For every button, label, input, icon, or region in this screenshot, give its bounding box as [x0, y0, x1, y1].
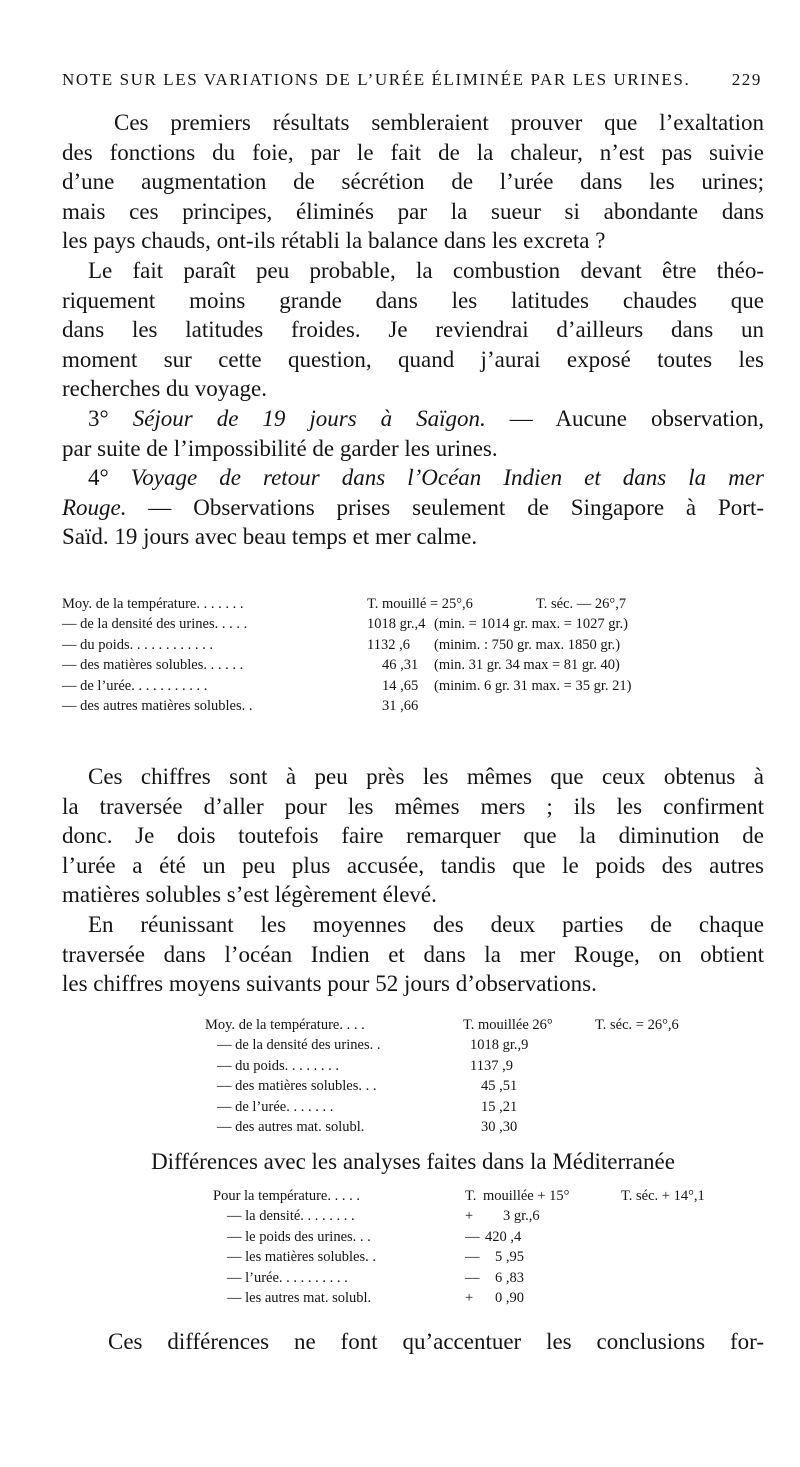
row-sign: + [465, 1289, 474, 1306]
section-number: 3° [88, 406, 109, 431]
row-value: 6 ,83 [495, 1269, 524, 1286]
row-value: 1018 gr.,9 [470, 1037, 529, 1054]
row-extra: (minim. : 750 gr. max. 1850 gr.) [434, 636, 621, 653]
row-extra: T. séc. — 26°,7 [536, 596, 627, 612]
section-title-continued: Rouge. [62, 494, 127, 520]
section-title: Voyage de retour dans l’Océan Indien et dans la mer [130, 465, 765, 490]
paragraph-7 [62, 1327, 764, 1357]
row-label: — des autres matières solubles. . [62, 697, 253, 714]
paragraph-4 [62, 463, 764, 552]
table-row [213, 1247, 773, 1267]
row-value: 15 ,21 [481, 1098, 518, 1115]
row-value: 14 ,65 [382, 677, 419, 694]
text-line: dans les latitudes froides. Je reviendrai d’ailleurs dans un [62, 317, 764, 343]
text-line: Ces différences ne font qu’accentuer les conclusions for- [108, 1329, 764, 1354]
row-value: mouillée + 15° [483, 1188, 570, 1204]
text-line: moment sur cette question, quand j’aurai exposé toutes les [62, 346, 764, 372]
page-number: 229 [731, 70, 762, 89]
table-row [213, 1186, 773, 1206]
text-line: Ces premiers résultats sembleraient prouver que l’exaltation [114, 110, 764, 135]
row-extra: (min. 31 gr. 34 max = 81 gr. 40) [434, 657, 620, 674]
row-value: 46 ,31 [382, 657, 419, 674]
row-extra: (min. = 1014 gr. max. = 1027 gr.) [434, 616, 628, 633]
row-label: — de la densité des urines. . [217, 1037, 381, 1054]
text-line: Saïd. 19 jours avec beau temps et mer calme. [62, 524, 478, 550]
row-label: — de la densité des urines. . . . . [62, 616, 248, 633]
row-label: — des autres mat. solubl. [217, 1118, 365, 1135]
table-row [62, 655, 764, 675]
text-line: les chiffres moyens suivants pour 52 jours d’observations. [62, 971, 597, 997]
row-value: 420 ,4 [485, 1228, 522, 1245]
table-row [213, 1206, 773, 1226]
row-label: — le poids des urines. . . [227, 1228, 371, 1245]
row-label: Pour la température. . . . . [213, 1188, 360, 1204]
text-line: d’une augmentation de sécrétion de l’urée dans les urines; [62, 169, 764, 195]
text-line: Le fait paraît peu probable, la combustion devant être théo- [88, 258, 764, 283]
header-title: NOTE SUR LES VARIATIONS DE L’URÉE ÉLIMINÉE PAR LES URINES. [62, 70, 691, 89]
row-value: T. mouillé = 25°,6 [367, 596, 473, 612]
paragraph-1 [62, 108, 764, 256]
text-line: les pays chauds, ont-ils rétabli la balance dans les excreta ? [62, 228, 606, 254]
paragraph-5 [62, 762, 764, 910]
table-row [213, 1268, 773, 1288]
row-value: T. mouillée 26° [463, 1017, 553, 1033]
row-value: 0 ,90 [495, 1289, 524, 1306]
row-sign: — [465, 1269, 480, 1286]
section-number: 4° [88, 465, 109, 490]
table-row [62, 696, 764, 716]
paragraph-2 [62, 256, 764, 404]
row-label: Moy. de la température. . . . . . . [62, 596, 244, 612]
row-sign: T. [465, 1188, 477, 1204]
table-voyage-averages [62, 594, 764, 716]
row-label: Moy. de la température. . . . [205, 1017, 365, 1033]
table-row [205, 1076, 765, 1096]
table-differences [213, 1186, 773, 1308]
row-value: 1018 gr.,4 [367, 616, 426, 633]
row-value: 1132 ,6 [367, 636, 410, 653]
row-sign: + [465, 1208, 474, 1225]
table-row [205, 1015, 765, 1035]
text-line: la traversée d’aller pour les mêmes mers ; ils les confirment [62, 793, 764, 819]
paragraph-3 [62, 404, 764, 463]
text-line [62, 463, 764, 493]
text-line: des fonctions du foie, par le fait de la chaleur, n’est pas suivie [62, 139, 764, 165]
row-extra: T. séc. + 14°,1 [621, 1188, 705, 1204]
row-value: 5 ,95 [495, 1249, 524, 1266]
table-row [205, 1097, 765, 1117]
table-row [62, 594, 764, 614]
text-fragment: — Observations prises seulement de Singapore à Port- [148, 494, 765, 520]
text-line: traversée dans l’océan Indien et dans la mer Rouge, on obtient [62, 941, 764, 967]
row-value: 3 gr.,6 [503, 1208, 540, 1225]
row-value: 1137 ,9 [470, 1057, 513, 1074]
text-line: l’urée a été un peu plus accusée, tandis que le poids des autres [62, 852, 764, 878]
text-line: En réunissant les moyennes des deux parties de chaque [88, 912, 764, 937]
row-extra: (minim. 6 gr. 31 max. = 35 gr. 21) [434, 677, 632, 694]
table-row [62, 635, 764, 655]
row-value: 31 ,66 [382, 697, 419, 714]
table-row [205, 1056, 765, 1076]
row-label: — du poids. . . . . . . . . . . . [62, 636, 214, 653]
row-label: — la densité. . . . . . . . [227, 1208, 355, 1225]
row-label: — les matières solubles. . [227, 1249, 377, 1266]
text-line [62, 493, 764, 523]
text-line: matières solubles s’est légèrement élevé. [62, 882, 437, 908]
text-line: mais ces principes, éliminés par la sueur si abondante dans [62, 198, 764, 224]
table-row [213, 1288, 773, 1308]
row-label: — des matières solubles. . . . . . [62, 657, 244, 674]
text-line [62, 404, 764, 434]
table-row [213, 1227, 773, 1247]
section-title: Séjour de 19 jours à Saïgon. [132, 406, 486, 431]
table-row [205, 1035, 765, 1055]
text-line: riquement moins grande dans les latitudes chaudes que [62, 287, 764, 313]
row-label: — des matières solubles. . . [217, 1078, 377, 1095]
row-label: — l’urée. . . . . . . . . . [227, 1269, 348, 1286]
row-label: — de l’urée. . . . . . . . . . . [62, 677, 208, 694]
running-header [62, 70, 762, 96]
table-combined-averages [205, 1015, 765, 1137]
table-row [62, 614, 764, 634]
row-label: — les autres mat. solubl. [227, 1289, 372, 1306]
text-fragment: — Aucune observation, [509, 406, 764, 431]
row-sign: — [465, 1249, 480, 1266]
text-line: par suite de l’impossibilité de garder les urines. [62, 435, 498, 461]
text-line: Ces chiffres sont à peu près les mêmes que ceux obtenus à [88, 764, 764, 789]
section-subheading: Différences avec les analyses faites dans la Méditerranée [151, 1149, 675, 1174]
row-label: — de l’urée. . . . . . . [217, 1098, 334, 1115]
table-row [205, 1117, 765, 1137]
row-sign: — [465, 1228, 480, 1245]
row-value: 30 ,30 [481, 1118, 518, 1135]
row-value: 45 ,51 [481, 1078, 518, 1095]
paragraph-6 [62, 910, 764, 999]
text-line: donc. Je dois toutefois faire remarquer que la diminution de [62, 823, 764, 849]
row-extra: T. séc. = 26°,6 [595, 1017, 679, 1033]
text-line: recherches du voyage. [62, 376, 267, 402]
row-label: — du poids. . . . . . . . [217, 1057, 340, 1074]
table-row [62, 676, 764, 696]
